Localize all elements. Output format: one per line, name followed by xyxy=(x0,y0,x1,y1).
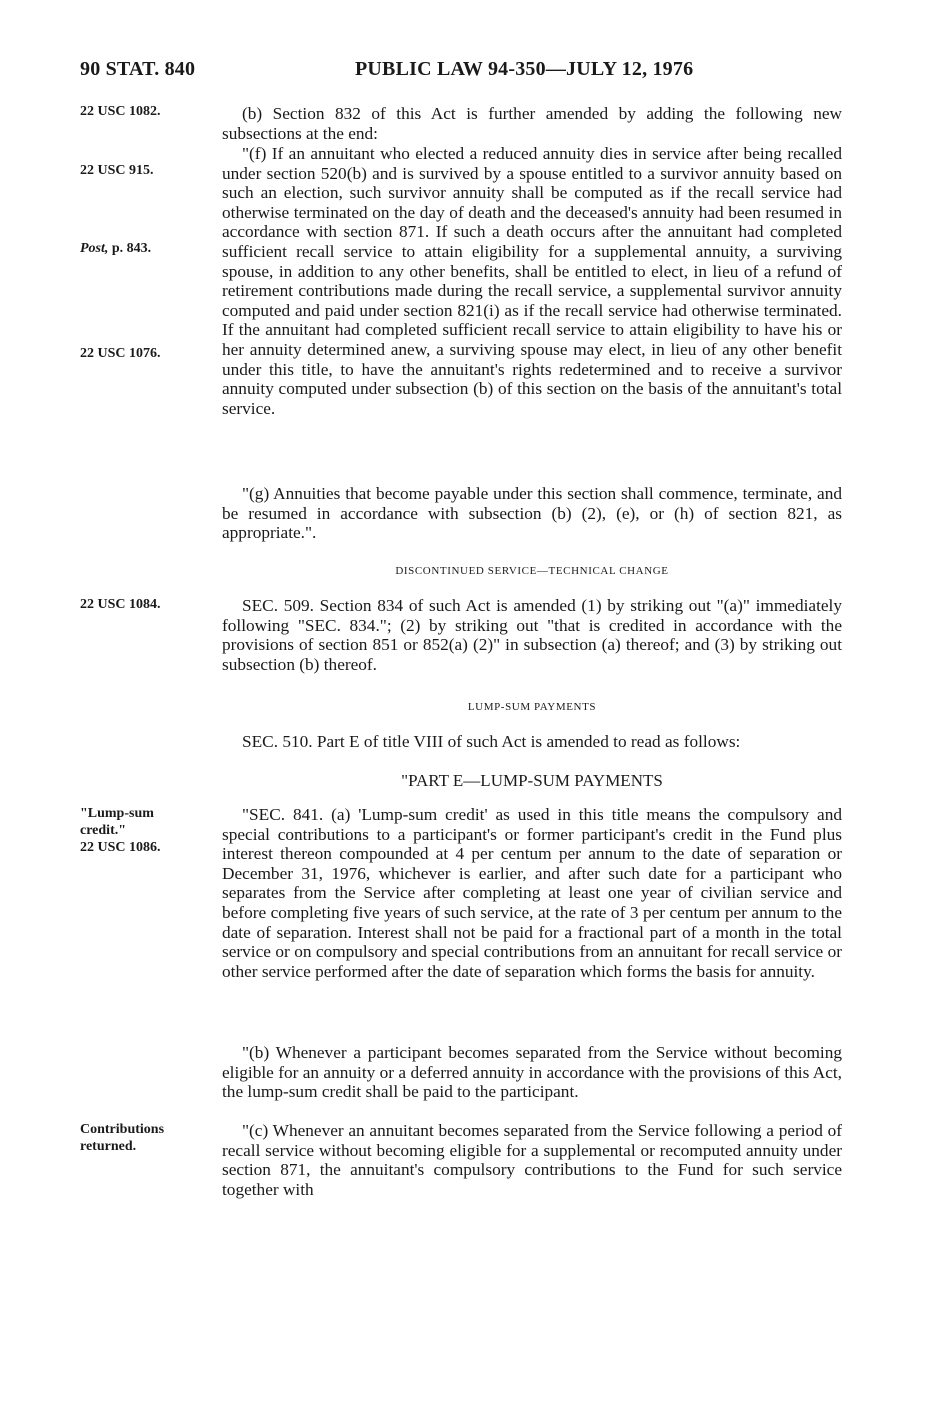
margin-note-22usc1084: 22 USC 1084. xyxy=(80,597,161,612)
margin-note-post-p843 xyxy=(80,240,151,257)
paragraph-sec-841-a: "SEC. 841. (a) 'Lump-sum credit' as used in this title means the compulsory and special contributions to a participant's or former participant's credit in the Fund plus interest thereon compounded at 4 per centum per annum to the date of separation or December 31, 1976, whichever is earlier, and after such date for a participant who separates from the Service after completing at least one year of civilian service and before completing five years of such service, at the rate of 3 per centum per annum to the date of separation. Interest shall not be paid for a fractional part of a month in the total service or on compulsory and special contributions from an annuitant for recall service or other service performed after the date of separation which forms the basis for annuity. xyxy=(222,805,842,981)
margin-note-lump-sum-line1: "Lump-sum xyxy=(80,806,154,821)
page-running-title: PUBLIC LAW 94-350—JULY 12, 1976 xyxy=(355,58,694,80)
paragraph-subsection-f: "(f) If an annuitant who elected a reduced annuity dies in service after being recalled under section 520(b) and is survived by a spouse entitled to a survivor annuity based on such an election, such survivor annuity shall be computed as if the recall service had otherwise terminated on the day of death and the deceased's annuity had been resumed in accordance with section 871. If such a death occurs after the annuitant had completed sufficient recall service to attain eligibility for a supplemental annuity, a surviving spouse, in addition to any other benefits, shall be entitled to elect, in lieu of a refund of retirement contributions made during the recall service, a supplemental survivor annuity computed and paid under section 821(i) as if the recall service had otherwise terminated. If the annuitant had completed sufficient recall service to attain eligibility to have his or her annuity determined anew, a surviving spouse may elect, in lieu of any other benefit under this title, to have the annuitant's rights redetermined and to receive a survivor annuity computed under subsection (b) of this section on the basis of the annuitant's total service. xyxy=(222,144,842,418)
heading-part-e: "PART E—LUMP-SUM PAYMENTS xyxy=(401,771,663,790)
margin-note-contributions-line1: Contributions xyxy=(80,1122,165,1137)
margin-note-lump-sum-line3: 22 USC 1086. xyxy=(80,840,161,855)
page-stat-citation: 90 STAT. 840 xyxy=(80,58,196,80)
margin-note-contributions-line2: returned. xyxy=(80,1139,137,1154)
margin-note-lump-sum-line2: credit." xyxy=(80,823,126,838)
margin-note-22usc1082: 22 USC 1082. xyxy=(80,104,161,119)
margin-note-22usc1076: 22 USC 1076. xyxy=(80,346,161,361)
margin-note-lump-sum-credit xyxy=(80,805,161,856)
heading-discontinued-service: DISCONTINUED SERVICE—TECHNICAL CHANGE xyxy=(395,565,669,577)
paragraph-sec-509: SEC. 509. Section 834 of such Act is amended (1) by striking out "(a)" immediately following "SEC. 834."; (2) by striking out "that is credited in accordance with the provisions of section 851 or 852(a) (2)" in subsection (a) thereof; and (3) by striking out subsection (b) thereof. xyxy=(222,596,842,674)
margin-note-post-page: p. 843. xyxy=(108,241,152,256)
paragraph-sec-841-c: "(c) Whenever an annuitant becomes separated from the Service following a period of recall service without becoming eligible for a supplemental or recomputed annuity under section 871, the annuitant's compulsory contributions to the Fund for such service together with xyxy=(222,1121,842,1199)
paragraph-sec-841-b: "(b) Whenever a participant becomes separated from the Service without becoming eligible for an annuity or a deferred annuity in accordance with the provisions of this Act, the lump-sum credit shall be paid to the participant. xyxy=(222,1043,842,1102)
paragraph-subsection-b: (b) Section 832 of this Act is further amended by adding the following new subsections at the end: xyxy=(222,104,842,143)
margin-note-post-italic: Post, xyxy=(80,241,109,256)
paragraph-sec-510: SEC. 510. Part E of title VIII of such Act is amended to read as follows: xyxy=(242,732,741,751)
paragraph-subsection-g: "(g) Annuities that become payable under this section shall commence, terminate, and be resumed in accordance with subsection (b) (2), (e), or (h) of section 821, as appropriate.". xyxy=(222,484,842,543)
margin-note-22usc915: 22 USC 915. xyxy=(80,163,154,178)
heading-lump-sum-payments: LUMP-SUM PAYMENTS xyxy=(467,701,597,713)
margin-note-contributions-returned xyxy=(80,1121,164,1155)
